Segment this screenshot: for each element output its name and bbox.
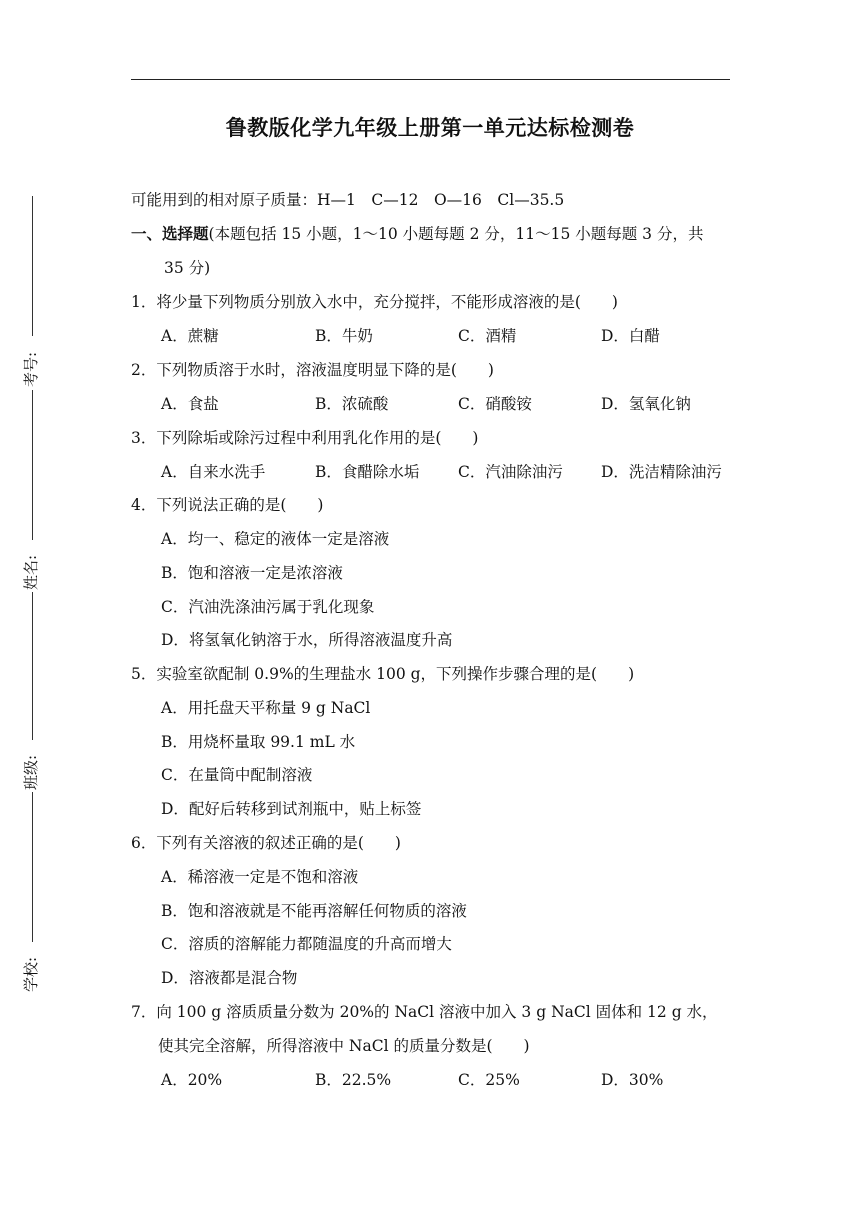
question-option: A．用托盘天平称量 9 g NaCl xyxy=(161,699,371,717)
question-option: B．用烧杯量取 99.1 mL 水 xyxy=(161,733,356,751)
question-option: C．溶质的溶解能力都随温度的升高而增大 xyxy=(161,935,452,953)
question-option: C．硝酸铵 xyxy=(458,395,532,413)
question-option: D．30% xyxy=(601,1071,664,1089)
question-option: B．22.5% xyxy=(315,1071,392,1089)
question-option: C．汽油除油污 xyxy=(458,463,563,481)
section-description: (本题包括 15 小题，1～10 小题每题 2 分，11～15 小题每题 3 分，共 xyxy=(208,225,704,243)
question-option: D．配好后转移到试剂瓶中，贴上标签 xyxy=(161,800,422,818)
question-option: A．蔗糖 xyxy=(161,327,219,345)
exam-no-label: 考号: xyxy=(22,351,40,387)
question-option: A．自来水洗手 xyxy=(161,463,266,481)
class-label: 班级: xyxy=(22,754,40,790)
question-stem: 4．下列说法正确的是( ) xyxy=(131,496,324,514)
question-option: B．牛奶 xyxy=(315,327,373,345)
question-option: B．浓硫酸 xyxy=(315,395,389,413)
question-stem: 1．将少量下列物质分别放入水中，充分搅拌，不能形成溶液的是( ) xyxy=(131,293,618,311)
name-label: 姓名: xyxy=(22,554,40,590)
question-stem: 6．下列有关溶液的叙述正确的是( ) xyxy=(131,834,401,852)
question-option: C．汽油洗涤油污属于乳化现象 xyxy=(161,598,375,616)
question-option: B．饱和溶液就是不能再溶解任何物质的溶液 xyxy=(161,902,467,920)
question-option: D．将氢氧化钠溶于水，所得溶液温度升高 xyxy=(161,631,453,649)
question-stem: 3．下列除垢或除污过程中利用乳化作用的是( ) xyxy=(131,429,479,447)
question-option: C．25% xyxy=(458,1071,520,1089)
question-option: D．溶液都是混合物 xyxy=(161,969,298,987)
section-description-cont: 35 分) xyxy=(164,259,211,277)
question-stem: 7．向 100 g 溶质质量分数为 20%的 NaCl 溶液中加入 3 g NaCl 固体和 12 g 水， xyxy=(131,1003,718,1021)
question-option: D．洗洁精除油污 xyxy=(601,463,722,481)
question-option: A．20% xyxy=(161,1071,223,1089)
question-option: B．食醋除水垢 xyxy=(315,463,420,481)
question-option: B．饱和溶液一定是浓溶液 xyxy=(161,564,343,582)
page-title: 鲁教版化学九年级上册第一单元达标检测卷 xyxy=(225,116,635,140)
school-label: 学校: xyxy=(22,956,40,992)
section-heading-line xyxy=(131,224,703,244)
question-option: A．均一、稳定的液体一定是溶液 xyxy=(161,530,390,548)
question-option: C．酒精 xyxy=(458,327,517,345)
question-stem-cont: 使其完全溶解，所得溶液中 NaCl 的质量分数是( ) xyxy=(158,1037,530,1055)
question-option: A．稀溶液一定是不饱和溶液 xyxy=(161,868,359,886)
question-option: D．氢氧化钠 xyxy=(601,395,691,413)
question-option: C．在量筒中配制溶液 xyxy=(161,766,313,784)
question-option: D．白醋 xyxy=(601,327,660,345)
section-heading: 一、选择题 xyxy=(131,225,209,243)
question-stem: 2．下列物质溶于水时，溶液温度明显下降的是( ) xyxy=(131,361,494,379)
atomic-masses: 可能用到的相对原子质量：H—1 C—12 O—16 Cl—35.5 xyxy=(131,191,565,209)
question-stem: 5．实验室欲配制 0.9%的生理盐水 100 g，下列操作步骤合理的是( ) xyxy=(131,665,635,683)
question-option: A．食盐 xyxy=(161,395,219,413)
